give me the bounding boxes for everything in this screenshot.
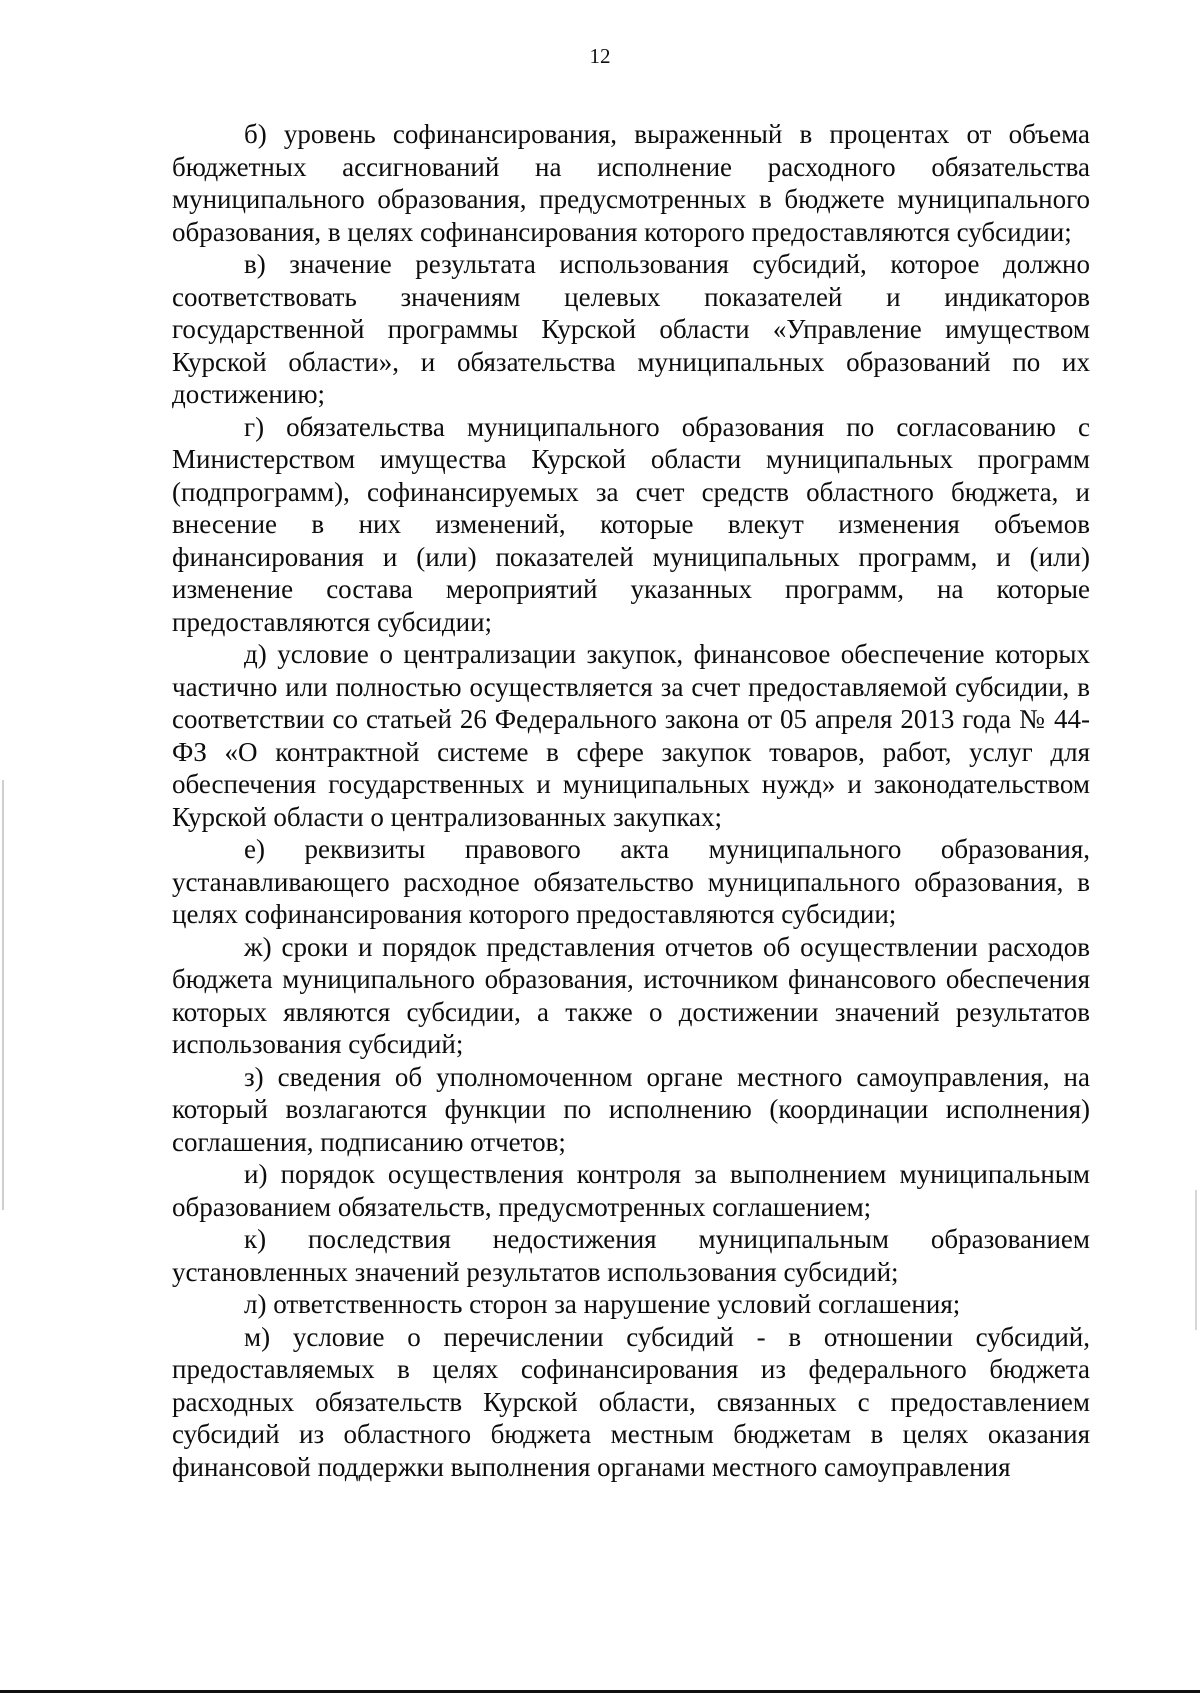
paragraph-k: к) последствия недостижения муниципальным образованием установленных значений результатов использования субсидий; bbox=[172, 1224, 1090, 1287]
paragraph-d: д) условие о централизации закупок, финансовое обеспечение которых частично или полностью осуществляется за счет предоставляемой субсидии, в соответствии со статьей 26 Федерального закона от 05 апреля 2013 года № 44-ФЗ «О контрактной системе в сфере закупок товаров, работ, услуг для обеспечения государственных и муниципальных нужд» и законодательством Курской области о централизованных закупках; bbox=[172, 639, 1090, 832]
paragraph-v: в) значение результата использования субсидий, которое должно соответствовать значениям целевых показателей и индикаторов государственной программы Курской области «Управление имуществом Курской области», и обязательства муниципальных образований по их достижению; bbox=[172, 249, 1090, 409]
scan-edge-bottom bbox=[0, 1690, 1200, 1693]
paragraph-l: л) ответственность сторон за нарушение условий соглашения; bbox=[244, 1289, 961, 1319]
scan-edge-left bbox=[2, 780, 4, 1210]
scan-edge-right bbox=[1195, 1190, 1197, 1330]
document-body bbox=[172, 118, 1090, 1483]
paragraph-g: г) обязательства муниципального образования по согласованию с Министерством имущества Курской области муниципальных программ (подпрограмм), софинансируемых за счет средств областного бюджета, и внесение в них изменений, которые влекут изменения объемов финансирования и (или) показателей муниципальных программ, и (или) изменение состава мероприятий указанных программ, на которые предоставляются субсидии; bbox=[172, 411, 1090, 637]
page-number: 12 bbox=[589, 44, 611, 68]
paragraph-e: е) реквизиты правового акта муниципального образования, устанавливающего расходное обязательство муниципального образования, в целях софинансирования которого предоставляются субсидии; bbox=[172, 834, 1090, 929]
paragraph-m: м) условие о перечислении субсидий - в отношении субсидий, предоставляемых в целях софинансирования из федерального бюджета расходных обязательств Курской области, связанных с предоставлением субсидий из областного бюджета местным бюджетам в целях оказания финансовой поддержки выполнения органами местного самоуправления bbox=[172, 1321, 1090, 1482]
paragraph-zh: ж) сроки и порядок представления отчетов об осуществлении расходов бюджета муниципального образования, источником финансового обеспечения которых являются субсидии, а также о достижении значений результатов использования субсидий; bbox=[172, 931, 1090, 1059]
paragraph-b: б) уровень софинансирования, выраженный в процентах от объема бюджетных ассигнований на исполнение расходного обязательства муниципального образования, предусмотренных в бюджете муниципального образования, в целях софинансирования которого предоставляются субсидии; bbox=[172, 119, 1090, 247]
paragraph-i: и) порядок осуществления контроля за выполнением муниципальным образованием обязательств, предусмотренных соглашением; bbox=[172, 1159, 1090, 1222]
paragraph-z: з) сведения об уполномоченном органе местного самоуправления, на который возлагаются функции по исполнению (координации исполнения) соглашения, подписанию отчетов; bbox=[172, 1061, 1090, 1157]
